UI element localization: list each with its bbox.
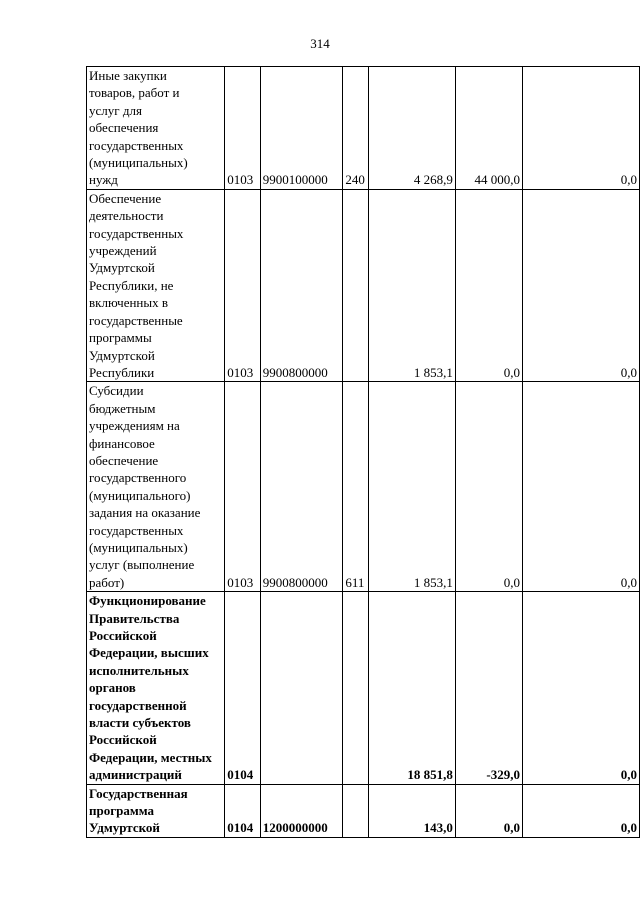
table-row	[87, 592, 640, 784]
section-code: 0103	[225, 382, 260, 592]
budget-table-body	[87, 67, 640, 838]
expense-type-code	[343, 189, 369, 381]
table-row	[87, 67, 640, 190]
amount-3: 0,0	[522, 382, 639, 592]
amount-1: 1 853,1	[368, 189, 455, 381]
budget-table	[86, 66, 640, 838]
amount-2: 0,0	[455, 784, 522, 837]
amount-3: 0,0	[522, 592, 639, 784]
expense-item-name: Субсидии бюджетным учреждениям на финансовое обеспечение государственного (муниципального) задания на оказание государственных (муниципальных) услуг (выполнение работ)	[87, 382, 225, 592]
expense-type-code	[343, 784, 369, 837]
target-article-code: 9900100000	[260, 67, 343, 190]
target-article-code: 9900800000	[260, 189, 343, 381]
expense-type-code	[343, 592, 369, 784]
amount-2: 0,0	[455, 189, 522, 381]
amount-2: 44 000,0	[455, 67, 522, 190]
expense-item-name: Государственная программа Удмуртской	[87, 784, 225, 837]
amount-1: 143,0	[368, 784, 455, 837]
expense-item-name: Функционирование Правительства Российской Федерации, высших исполнительных органов государственной власти субъектов Российской Федерации, местных администраций	[87, 592, 225, 784]
table-row	[87, 382, 640, 592]
expense-type-code: 611	[343, 382, 369, 592]
amount-1: 18 851,8	[368, 592, 455, 784]
amount-2: -329,0	[455, 592, 522, 784]
section-code: 0104	[225, 784, 260, 837]
target-article-code: 1200000000	[260, 784, 343, 837]
expense-item-name: Обеспечение деятельности государственных учреждений Удмуртской Республики, не включенных в государственные программы Удмуртской Республики	[87, 189, 225, 381]
table-row	[87, 189, 640, 381]
section-code: 0103	[225, 189, 260, 381]
amount-2: 0,0	[455, 382, 522, 592]
amount-1: 1 853,1	[368, 382, 455, 592]
amount-3: 0,0	[522, 67, 639, 190]
page-number: 314	[310, 36, 330, 51]
target-article-code: 9900800000	[260, 382, 343, 592]
section-code: 0104	[225, 592, 260, 784]
amount-3: 0,0	[522, 784, 639, 837]
amount-1: 4 268,9	[368, 67, 455, 190]
expense-item-name: Иные закупки товаров, работ и услуг для обеспечения государственных (муниципальных) нужд	[87, 67, 225, 190]
amount-3: 0,0	[522, 189, 639, 381]
target-article-code	[260, 592, 343, 784]
expense-type-code: 240	[343, 67, 369, 190]
section-code: 0103	[225, 67, 260, 190]
table-row	[87, 784, 640, 837]
